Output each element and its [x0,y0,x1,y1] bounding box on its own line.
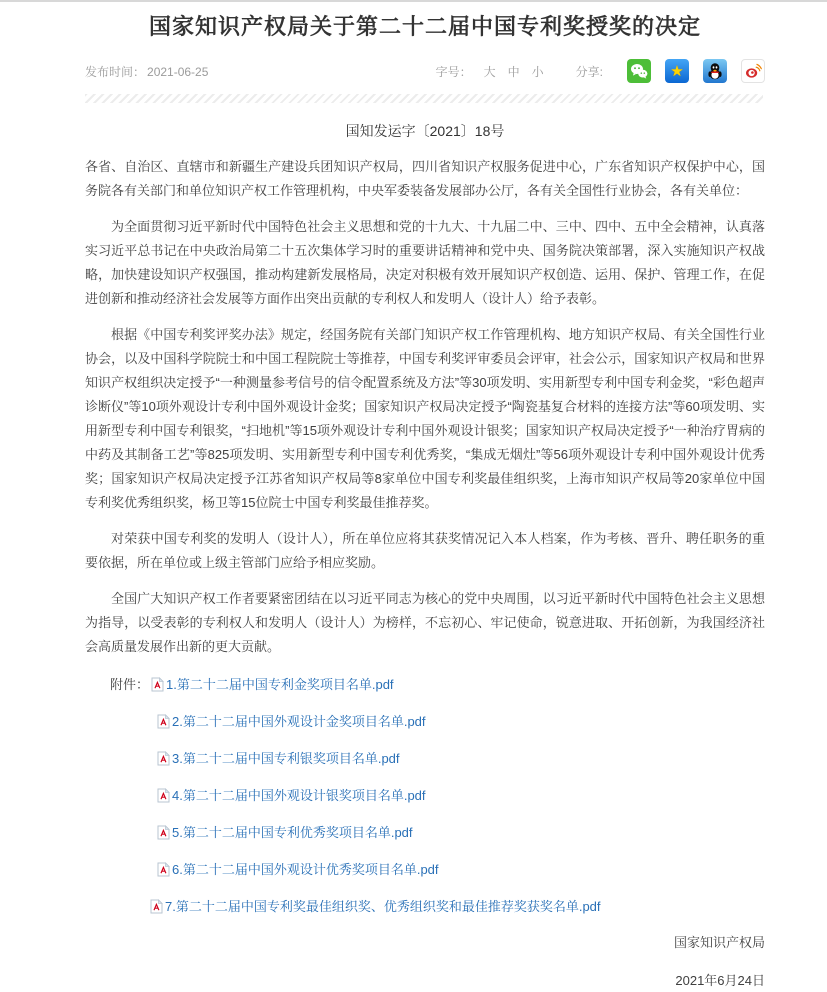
qzone-share-icon[interactable] [665,59,689,83]
attachment-link-1[interactable]: 1.第二十二届中国专利金奖项目名单.pdf [166,677,394,692]
attachment-row [85,673,765,699]
signature-date: 2021年6月24日 [675,973,765,988]
attachment-row [85,821,765,847]
attachment-row [85,784,765,810]
pdf-icon [150,898,163,921]
meta-actions [436,59,765,83]
font-size-small-button[interactable]: 小 [531,64,544,79]
font-size-medium-button[interactable]: 中 [507,64,520,79]
document-number: 国知发运字〔2021〕18号 [345,123,505,139]
paragraph-call-to-action: 全国广大知识产权工作者要紧密团结在以习近平同志为核心的党中央周围，以习近平新时代中国特色社会主义思想为指导，以受表彰的专利权人和发明人（设计人）为榜样，不忘初心、牢记使命，锐意进取、开拓创新，为我国经济社会高质量发展作出新的更大贡献。 [85,591,765,654]
wechat-share-icon[interactable] [627,59,651,83]
attachments-list [85,673,765,921]
font-size-large-button[interactable]: 大 [483,64,496,79]
attachments-label: 附件： [110,677,150,692]
signature-block [85,932,765,992]
pdf-icon [157,787,170,810]
attachment-row [85,858,765,884]
pdf-icon [157,713,170,736]
attachment-row [85,710,765,736]
attachment-link-7[interactable]: 7.第二十二届中国专利奖最佳组织奖、优秀组织奖和最佳推荐奖获奖名单.pdf [165,899,601,914]
font-size-label: 字号： [435,64,472,79]
attachment-link-4[interactable]: 4.第二十二届中国外观设计银奖项目名单.pdf [172,788,426,803]
article-page [85,12,765,992]
attachment-row [85,747,765,773]
attachment-link-2[interactable]: 2.第二十二届中国外观设计金奖项目名单.pdf [172,714,426,729]
page-title: 国家知识产权局关于第二十二届中国专利奖授奖的决定 [148,14,701,39]
paragraph-winner-records: 对荣获中国专利奖的发明人（设计人），所在单位应将其获奖情况记入本人档案，作为考核、晋升、聘任职务的重要依据，所在单位或上级主管部门应给予相应奖励。 [85,531,765,570]
star-icon: ★ [670,62,684,80]
publish-date: 2021-06-25 [147,64,209,79]
paragraph-recipients: 各省、自治区、直辖市和新疆生产建设兵团知识产权局，四川省知识产权服务促进中心，广东省知识产权保护中心，国务院各有关部门和单位知识产权工作管理机构，中央军委装备发展部办公厅，各有关全国性行业协会，各有关单位： [85,159,765,198]
paragraph-guiding-principles: 为全面贯彻习近平新时代中国特色社会主义思想和党的十九大、十九届二中、三中、四中、五中全会精神，认真落实习近平总书记在中央政治局第二十五次集体学习时的重要讲话精神和党中央、国务院决策部署，深入实施知识产权战略，加快建设知识产权强国，推动构建新发展格局，决定对积极有效开展知识产权创造、运用、保护、管理工作，在促进创新和推动经济社会发展等方面作出突出贡献的专利权人和发明人（设计人）给予表彰。 [85,219,765,306]
attachment-link-6[interactable]: 6.第二十二届中国外观设计优秀奖项目名单.pdf [172,862,439,877]
pdf-icon [151,676,164,699]
striped-divider [85,94,763,103]
pdf-icon [157,861,170,884]
paragraph-award-decision: 根据《中国专利奖评奖办法》规定，经国务院有关部门知识产权工作管理机构、地方知识产权局、有关全国性行业协会，以及中国科学院院士和中国工程院院士等推荐，中国专利奖评审委员会评审，社会公示，国家知识产权局和世界知识产权组织决定授予“一种测量参考信号的信令配置系统及方法”等30项发明、实用新型专利中国专利金奖，“彩色超声诊断仪”等10项外观设计专利中国外观设计金奖；国家知识产权局决定授予“陶瓷基复合材料的连接方法”等60项发明、实用新型专利中国专利银奖，“扫地机”等15项外观设计专利中国外观设计银奖；国家知识产权局决定授予“一种治疗胃病的中药及其制备工艺”等825项发明、实用新型专利中国专利优秀奖，“集成无烟灶”等56项外观设计专利中国外观设计优秀奖；国家知识产权局决定授予江苏省知识产权局等8家单位中国专利奖最佳组织奖，上海市知识产权局等20家单位中国专利奖优秀组织奖，杨卫等15位院士中国专利奖最佳推荐奖。 [85,327,765,510]
pdf-icon [157,824,170,847]
qq-share-icon[interactable] [703,59,727,83]
attachment-link-5[interactable]: 5.第二十二届中国专利优秀奖项目名单.pdf [172,825,413,840]
publish-time-label: 发布时间： [85,64,146,79]
publish-time [85,63,210,80]
attachment-row [85,895,765,921]
weibo-share-icon[interactable] [741,59,765,83]
share-label: 分享: [575,64,603,79]
signature-org: 国家知识产权局 [673,935,765,950]
attachment-link-3[interactable]: 3.第二十二届中国专利银奖项目名单.pdf [172,751,400,766]
pdf-icon [157,750,170,773]
meta-bar [85,58,765,84]
